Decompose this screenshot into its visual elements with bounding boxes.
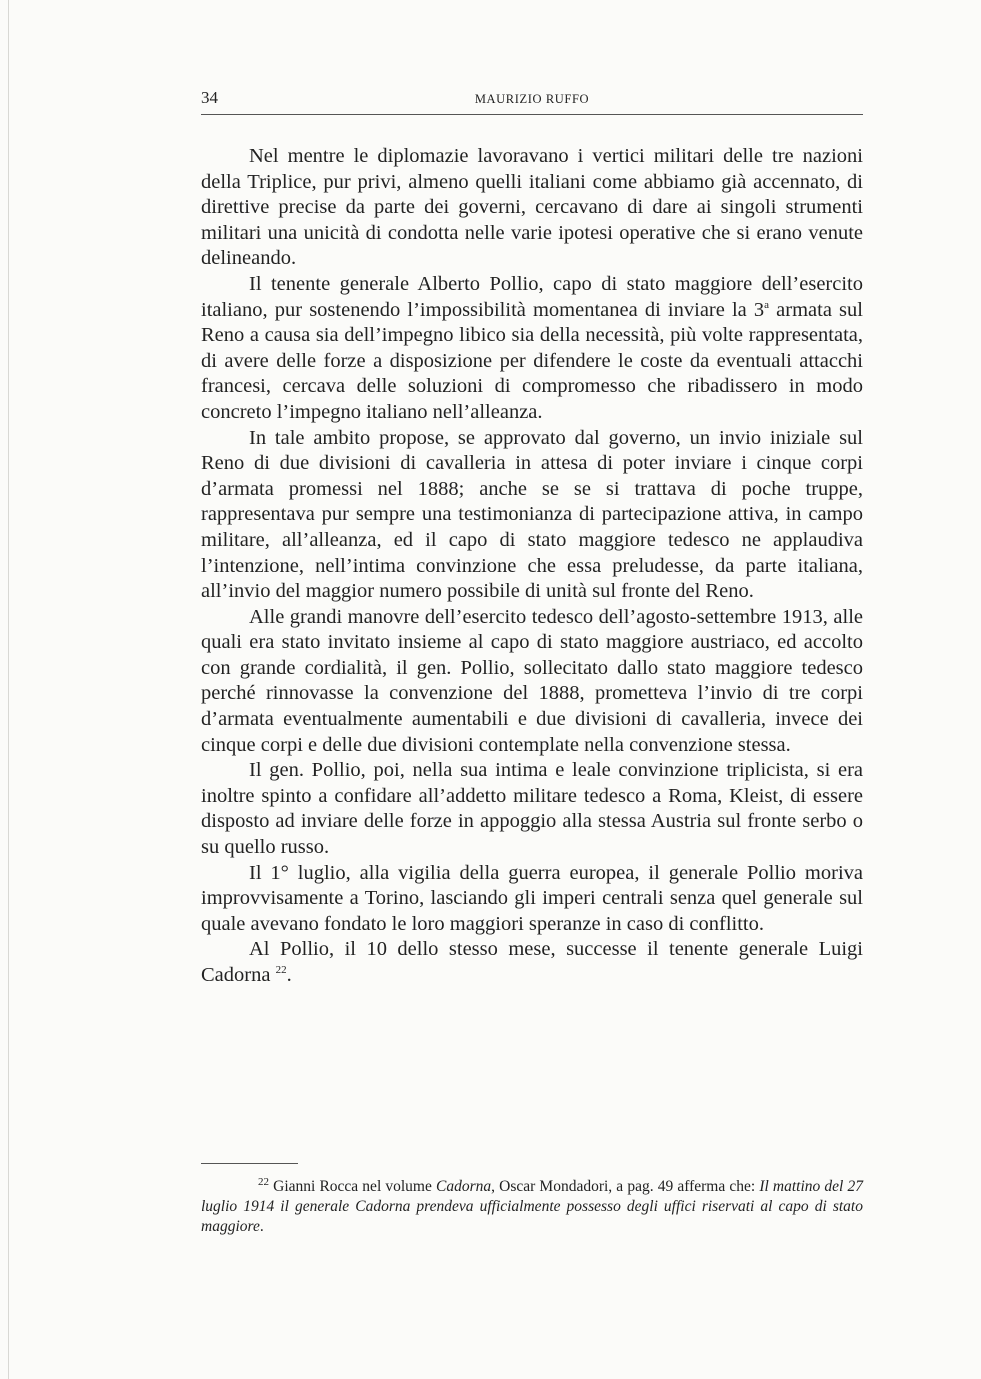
footnote-end: . [259, 1218, 264, 1235]
paragraph-2-text-a: Il tenente generale Alberto Pollio, capo di stato maggiore dell’esercito italiano, pur sostenendo l’impossibilità momentanea di inviare la 3 [201, 272, 863, 321]
footnote-quote: Il mattino del 27 luglio 1914 il generale Cadorna prendeva ufficialmente possesso degli uffici riservati al capo di stato maggiore [201, 1178, 863, 1235]
body-text [201, 144, 863, 989]
scan-edge [8, 0, 9, 1379]
paragraph-6: Il 1° luglio, alla vigilia della guerra europea, il generale Pollio moriva improvvisamente a Torino, lasciando gli imperi centrali senza quel generale sul quale avevano fondato le loro maggiori speranze in caso di conflitto. [201, 861, 863, 935]
footnote-reference[interactable]: 22 [275, 964, 287, 977]
paragraph-7 [201, 937, 863, 988]
paragraph-2-text-b: armata sul Reno a causa sia dell’impegno libico sia della necessità, più volte rappresentata, di avere delle forze a disposizione per difendere le coste da eventuali attacchi francesi, cercava delle soluzioni di compromesso che ribadissero in modo concreto l’impegno italiano nell’alleanza. [201, 298, 863, 423]
paragraph-7-text-a: Al Pollio, il 10 dello stesso mese, successe il tenente generale Luigi Cadorna [201, 938, 863, 986]
footnote-22 [201, 1177, 863, 1237]
page-number: 34 [201, 88, 218, 107]
ordinal-superscript: a [764, 298, 770, 311]
paragraph-1: Nel mentre le diplomazie lavoravano i vertici militari delle tre nazioni della Triplice, pur privi, almeno quelli italiani come abbiamo già accennato, di direttive precise da parte dei governi, cercavano di dare ai singoli strumenti militari una unicità di condotta nelle varie ipotesi operative che si erano venute delineando. [201, 145, 863, 270]
footnote-lead: Gianni Rocca nel volume [269, 1178, 437, 1195]
paragraph-7-text-b: . [286, 964, 292, 986]
footnote-mid: , Oscar Mondadori, a pag. 49 afferma che: [491, 1178, 760, 1195]
footnote-marker: 22 [258, 1175, 269, 1188]
paragraph-2 [201, 272, 863, 426]
footnote-divider [201, 1163, 298, 1164]
page-header [201, 88, 863, 115]
paragraph-3: In tale ambito propose, se approvato dal governo, un invio iniziale sul Reno di due divisioni di cavalleria in attesa di poter inviare i cinque corpi d’armata promessi nel 1888; anche se se si trattava di poche truppe, rappresentava pur sempre una testimonianza di partecipazione attiva, in campo militare, all’alleanza, ed il capo di stato maggiore tedesco ne applaudiva l’intenzione, nell’intima convinzione che essa preludesse, da parte italiana, all’invio del maggior numero possibile di unità sul fronte del Reno. [201, 426, 863, 603]
running-head: MAURIZIO RUFFO [474, 92, 590, 106]
paragraph-5: Il gen. Pollio, poi, nella sua intima e leale convinzione triplicista, si era inoltre spinto a confidare all’addetto militare tedesco a Roma, Kleist, di essere disposto ad inviare delle forze in appoggio alla stessa Austria sul fronte serbo o su quello russo. [201, 759, 863, 859]
footnote-book-title: Cadorna [436, 1178, 492, 1195]
paragraph-4: Alle grandi manovre dell’esercito tedesco dell’agosto-settembre 1913, alle quali era stato invitato insieme al capo di stato maggiore austriaco, ed accolto con grande cordialità, il gen. Pollio, sollecitato dallo stato maggiore tedesco perché rinnovasse la convenzione del 1888, prometteva l’invio di tre corpi d’armata eventualmente aumentabili e due divisioni di cavalleria, invece dei cinque corpi e delle due divisioni contemplate nella convenzione stessa. [201, 605, 863, 756]
